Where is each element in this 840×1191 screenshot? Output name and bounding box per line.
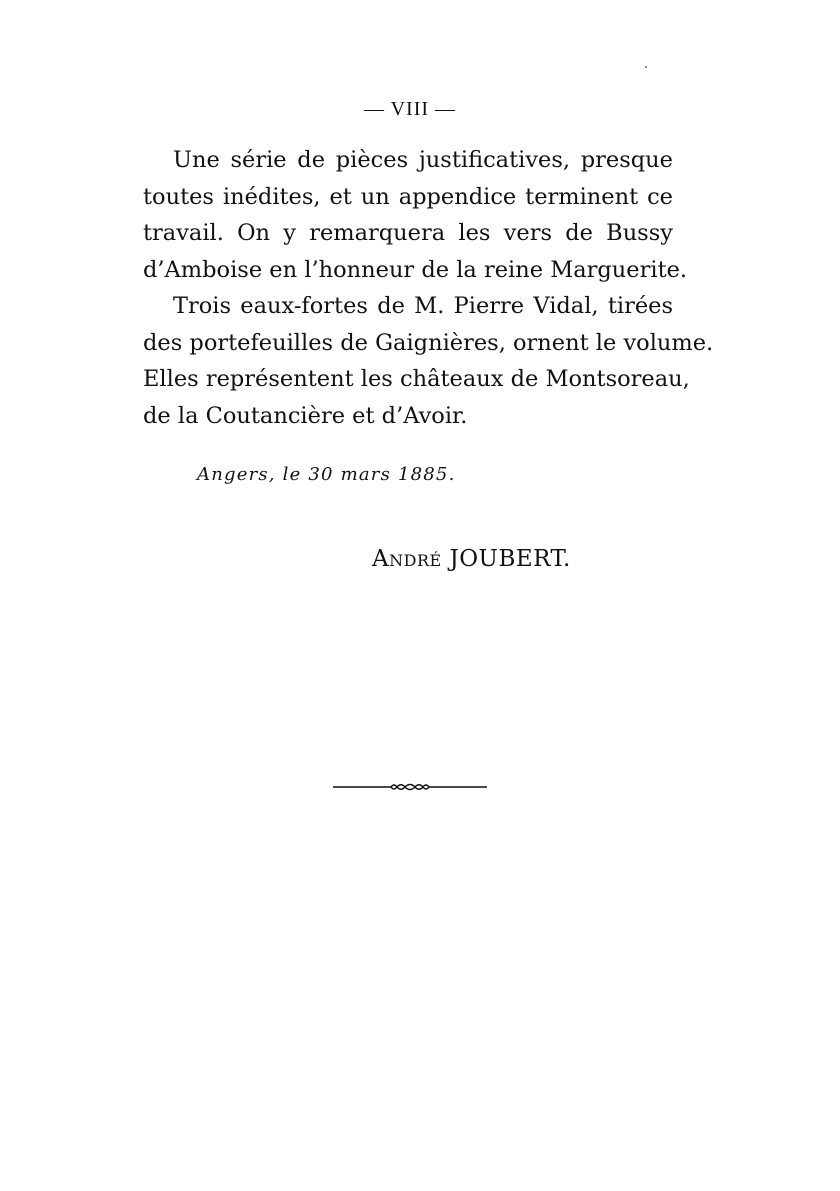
paragraph-line: Elles représentent les châteaux de Montsoreau, <box>143 366 690 392</box>
paragraph-line: de la Coutancière et d’Avoir. <box>143 402 468 429</box>
paragraph-line: travail. On y remarquera les vers de Bussy <box>143 220 673 246</box>
paragraph-line: Trois eaux-fortes de M. Pierre Vidal, tirées <box>173 293 673 319</box>
paragraph-line: d’Amboise en l’honneur de la reine Marguerite. <box>143 256 688 283</box>
paragraph-line: des portefeuilles de Gaignières, ornent le volume. <box>143 329 714 356</box>
paragraph-line: toutes inédites, et un appendice terminent ce <box>143 183 673 210</box>
signature-last-name: JOUBERT. <box>449 546 571 572</box>
signature <box>372 546 571 572</box>
body-text <box>143 142 714 434</box>
paragraph-1 <box>143 142 688 288</box>
tailpiece-ornament-icon <box>333 780 487 794</box>
paper-speck <box>645 66 647 68</box>
paragraph-line: Une série de pièces justificatives, presque <box>173 147 673 173</box>
paragraph-2 <box>143 288 714 434</box>
page-number: — VIII — <box>363 98 457 120</box>
signature-first-name: André <box>372 546 442 572</box>
dateline: Angers, le 30 mars 1885. <box>197 464 456 485</box>
